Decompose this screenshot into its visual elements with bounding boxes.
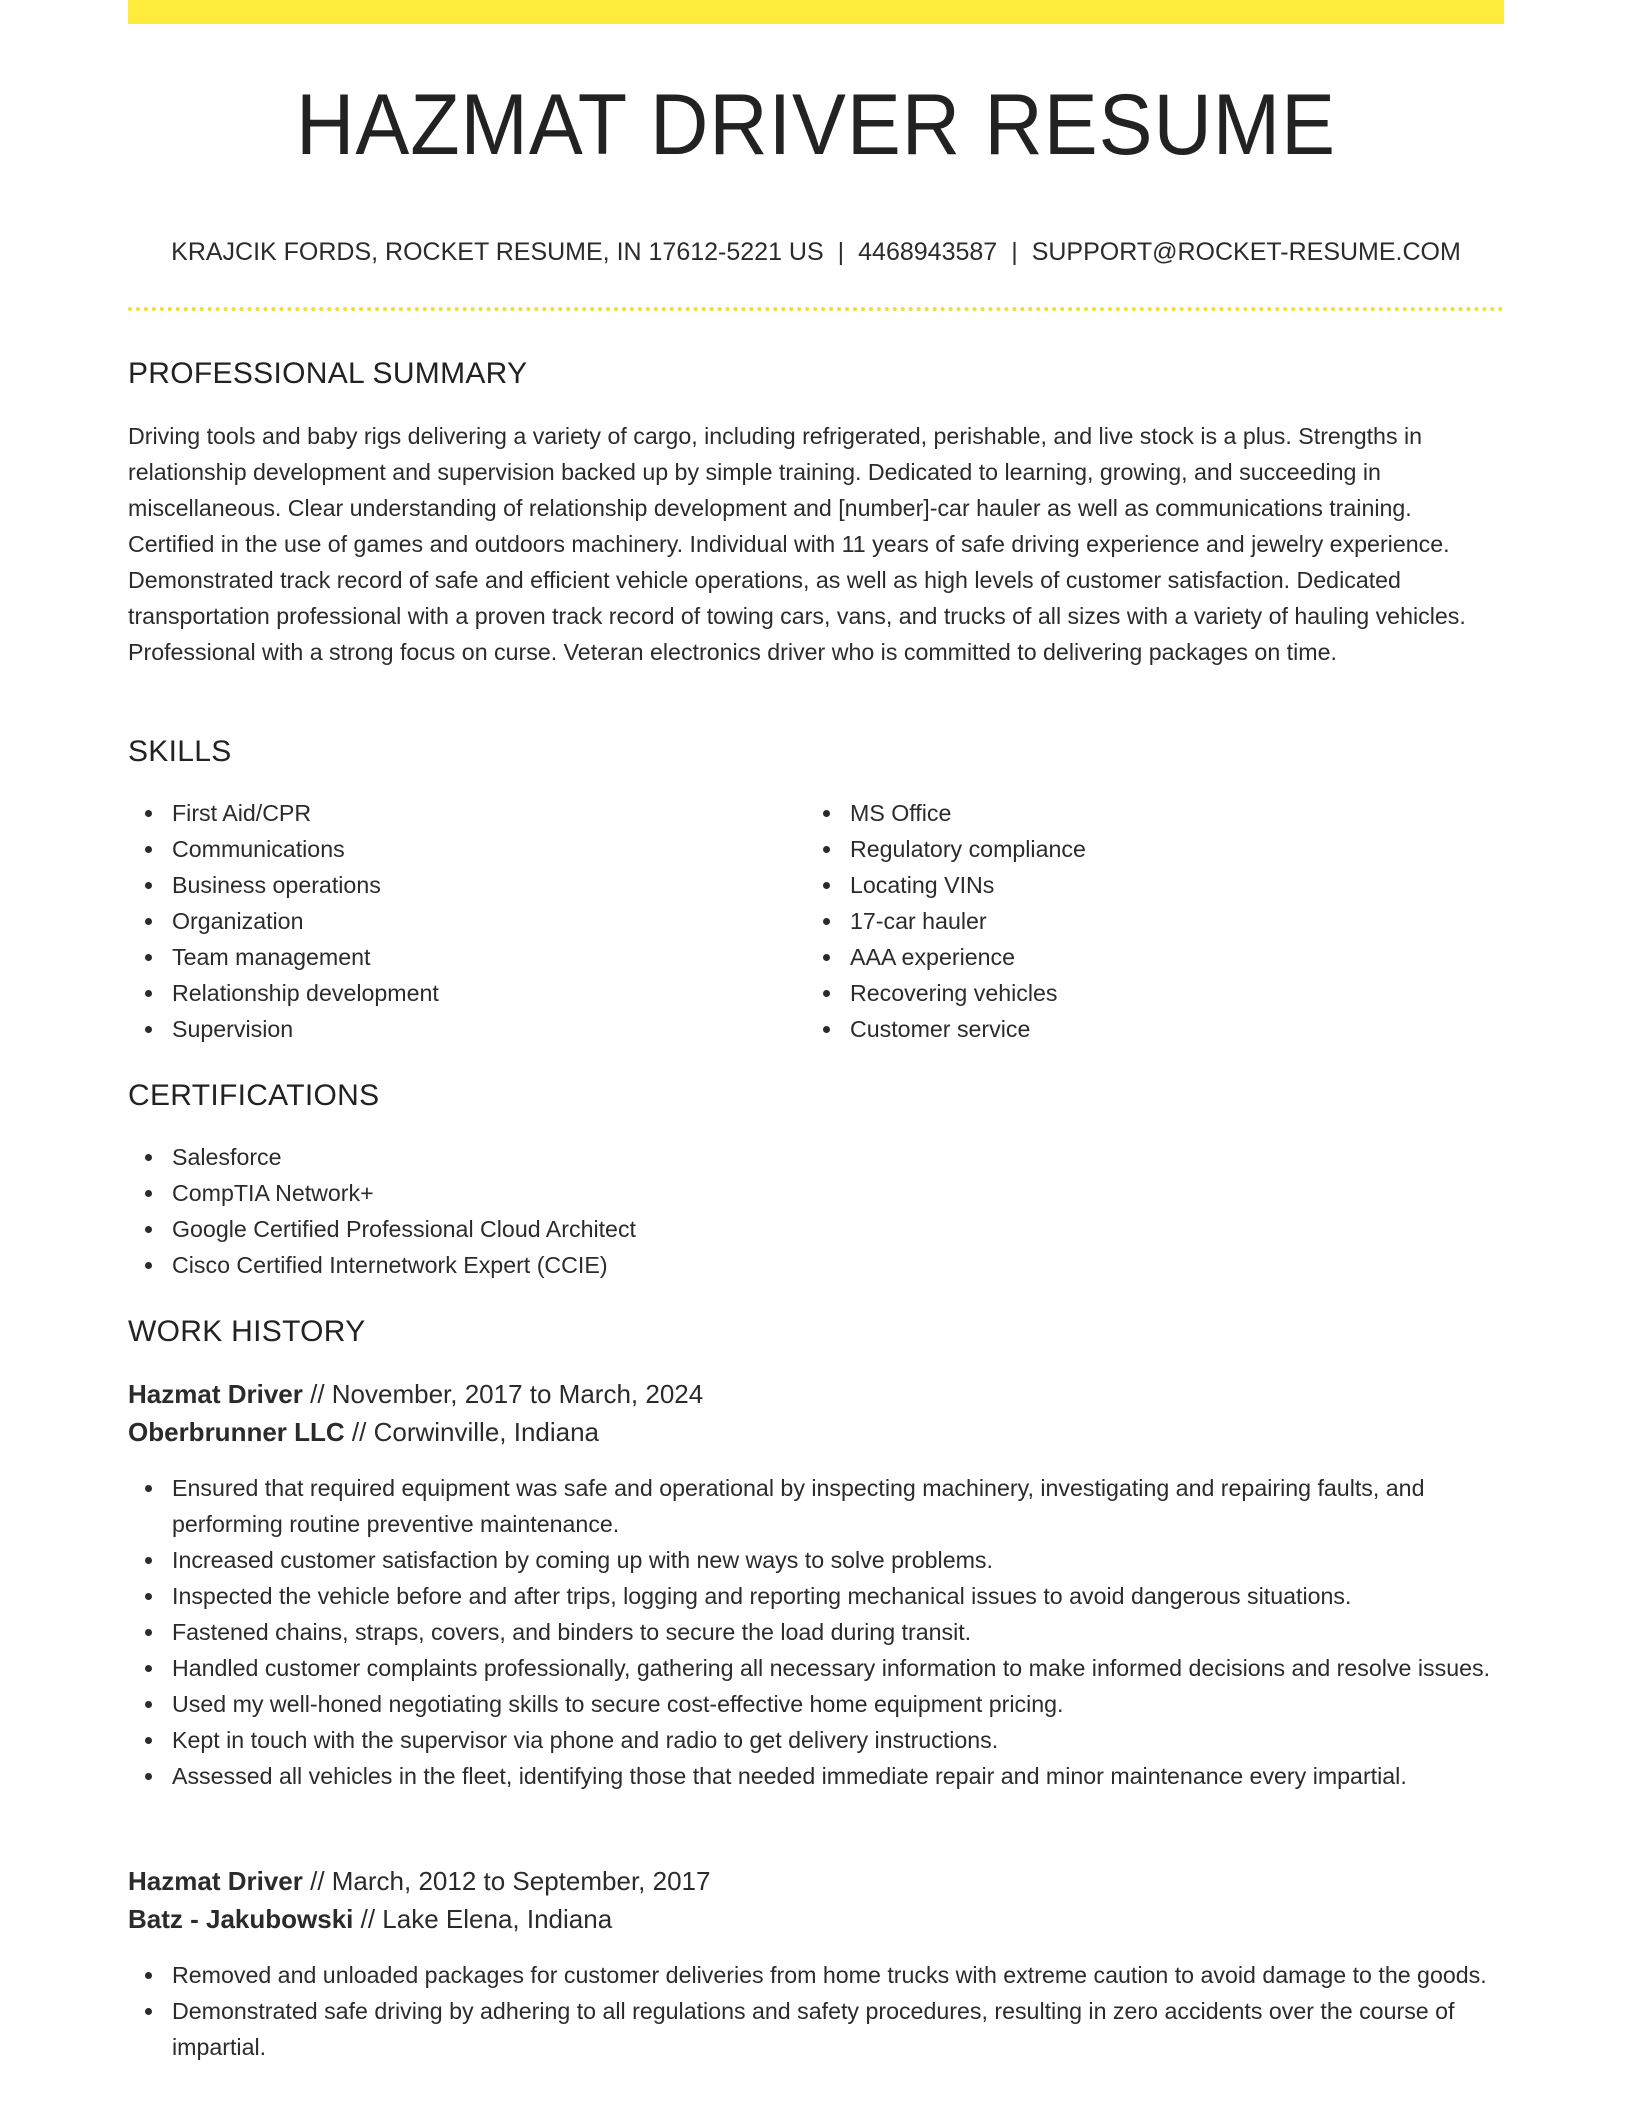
- job-title-line: [128, 1866, 710, 1897]
- skills-right-list: [806, 795, 1466, 1047]
- skill-item: Recovering vehicles: [806, 975, 1466, 1011]
- accent-bar: [128, 0, 1504, 24]
- certifications-heading: CERTIFICATIONS: [128, 1079, 380, 1112]
- job-duties-list: [128, 1470, 1508, 1794]
- skills-left-list: [128, 795, 788, 1047]
- skill-item: AAA experience: [806, 939, 1466, 975]
- job-company: Oberbrunner LLC: [128, 1417, 345, 1447]
- skills-left-column: [128, 795, 788, 1047]
- duty-item: Inspected the vehicle before and after trips, logging and reporting mechanical issues to avoid dangerous situations.: [128, 1578, 1508, 1614]
- job-company-line: [128, 1417, 599, 1448]
- certification-item: Cisco Certified Internetwork Expert (CCIE): [128, 1247, 1128, 1283]
- certification-item: Salesforce: [128, 1139, 1128, 1175]
- contact-address: KRAJCIK FORDS, ROCKET RESUME, IN 17612-5221 US: [171, 238, 824, 266]
- job-title: Hazmat Driver: [128, 1866, 303, 1896]
- dotted-divider: [128, 307, 1504, 311]
- job-title: Hazmat Driver: [128, 1379, 303, 1409]
- duty-item: Removed and unloaded packages for customer deliveries from home trucks with extreme caution to avoid damage to the goods.: [128, 1957, 1508, 1993]
- skill-item: Organization: [128, 903, 788, 939]
- job-dates: // March, 2012 to September, 2017: [310, 1866, 711, 1896]
- skill-item: Regulatory compliance: [806, 831, 1466, 867]
- duty-item: Increased customer satisfaction by coming up with new ways to solve problems.: [128, 1542, 1508, 1578]
- duty-item: Kept in touch with the supervisor via phone and radio to get delivery instructions.: [128, 1722, 1508, 1758]
- skill-item: Team management: [128, 939, 788, 975]
- certifications-list: [128, 1139, 1128, 1283]
- summary-text: Driving tools and baby rigs delivering a variety of cargo, including refrigerated, perishable, and live stock is a plus. Strengths in relationship development and supervision backed up by simple training. Dedicated to learning, growing, and succeeding in miscellaneous. Clear understanding of relationship development and [number]-car hauler as well as communications training. Certified in the use of games and outdoors machinery. Individual with 11 years of safe driving experience and jewelry experience. Demonstrated track record of safe and efficient vehicle operations, as well as high levels of customer satisfaction. Dedicated transportation professional with a proven track record of towing cars, vans, and trucks of all sizes with a variety of hauling vehicles. Professional with a strong focus on curse. Veteran electronics driver who is committed to delivering packages on time.: [128, 423, 1466, 665]
- skill-item: Relationship development: [128, 975, 788, 1011]
- job-duties-list: [128, 1957, 1508, 2065]
- work-history-heading: WORK HISTORY: [128, 1315, 366, 1348]
- skills-right-column: [806, 795, 1466, 1047]
- contact-phone: 4468943587: [858, 238, 998, 266]
- contact-line: [128, 238, 1504, 267]
- duty-item: Ensured that required equipment was safe and operational by inspecting machinery, investigating and repairing faults, and performing routine preventive maintenance.: [128, 1470, 1508, 1542]
- skill-item: MS Office: [806, 795, 1466, 831]
- duty-item: Demonstrated safe driving by adhering to all regulations and safety procedures, resulting in zero accidents over the course of impartial.: [128, 1993, 1508, 2065]
- job-company: Batz - Jakubowski: [128, 1904, 354, 1934]
- duty-item: Used my well-honed negotiating skills to secure cost-effective home equipment pricing.: [128, 1686, 1508, 1722]
- skill-item: Supervision: [128, 1011, 788, 1047]
- job-location: // Corwinville, Indiana: [351, 1417, 600, 1447]
- skill-item: Communications: [128, 831, 788, 867]
- skill-item: Business operations: [128, 867, 788, 903]
- certifications-column: [128, 1139, 1128, 1283]
- summary-heading: PROFESSIONAL SUMMARY: [128, 357, 528, 390]
- duty-item: Assessed all vehicles in the fleet, identifying those that needed immediate repair and minor maintenance every impartial.: [128, 1758, 1508, 1794]
- job-dates: // November, 2017 to March, 2024: [310, 1379, 704, 1409]
- skill-item: First Aid/CPR: [128, 795, 788, 831]
- job-duties: [128, 1957, 1508, 2065]
- skill-item: Locating VINs: [806, 867, 1466, 903]
- skills-heading: SKILLS: [128, 735, 232, 768]
- duty-item: Fastened chains, straps, covers, and binders to secure the load during transit.: [128, 1614, 1508, 1650]
- skill-item: 17-car hauler: [806, 903, 1466, 939]
- job-location: // Lake Elena, Indiana: [360, 1904, 613, 1934]
- job-title-line: [128, 1379, 703, 1410]
- contact-separator: |: [837, 238, 845, 266]
- skill-item: Customer service: [806, 1011, 1466, 1047]
- certification-item: CompTIA Network+: [128, 1175, 1128, 1211]
- job-duties: [128, 1470, 1508, 1794]
- certification-item: Google Certified Professional Cloud Architect: [128, 1211, 1128, 1247]
- contact-separator: |: [1011, 238, 1018, 266]
- resume-title: HAZMAT DRIVER RESUME: [296, 77, 1336, 173]
- contact-email: SUPPORT@ROCKET-RESUME.COM: [1031, 238, 1461, 266]
- job-company-line: [128, 1904, 612, 1935]
- duty-item: Handled customer complaints professionally, gathering all necessary information to make informed decisions and resolve issues.: [128, 1650, 1508, 1686]
